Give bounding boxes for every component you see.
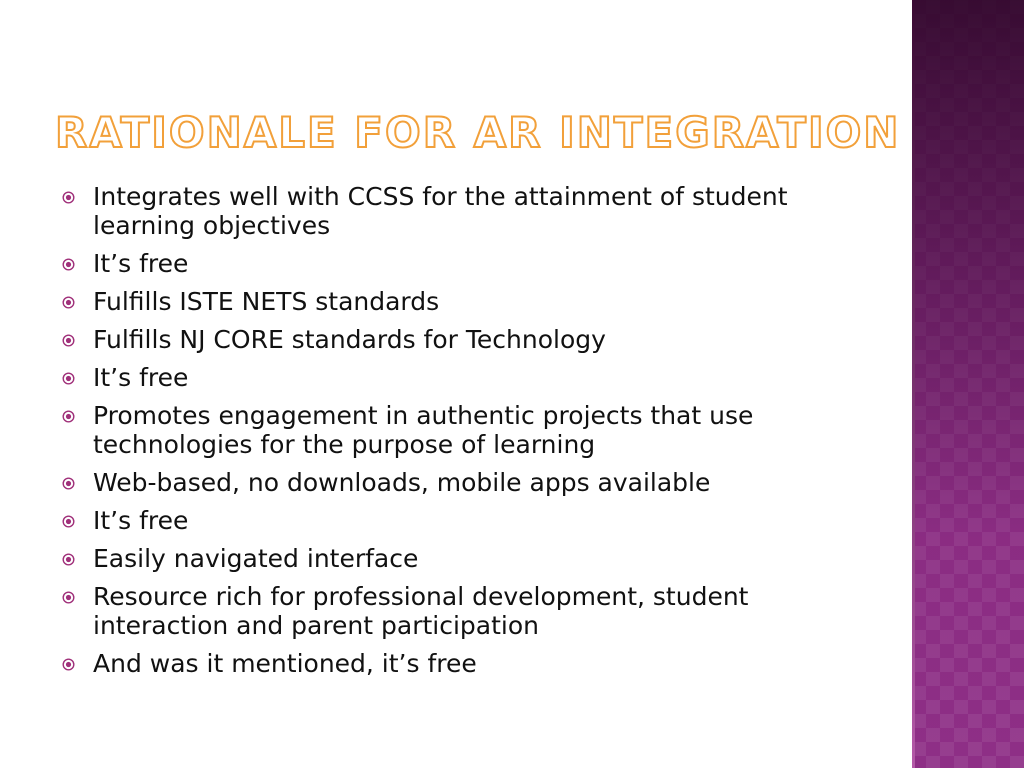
circled-dot-icon <box>62 477 75 490</box>
list-item <box>62 287 862 316</box>
bullet-text: It’s free <box>93 249 189 278</box>
bullet-text: And was it mentioned, it’s free <box>93 649 477 678</box>
circled-dot-icon <box>62 658 75 671</box>
slide-title: RATIONALE FOR AR INTEGRATION <box>55 108 901 157</box>
list-item <box>62 468 862 497</box>
circled-dot-icon <box>62 334 75 347</box>
circled-dot-icon <box>62 296 75 309</box>
bullet-text: Fulfills NJ CORE standards for Technology <box>93 325 606 354</box>
bullet-text: Fulfills ISTE NETS standards <box>93 287 440 316</box>
bullet-text: Resource rich for professional development, student interaction and parent participation <box>93 582 749 640</box>
bullet-text: Easily navigated interface <box>93 544 419 573</box>
bullet-text: It’s free <box>93 363 189 392</box>
list-item <box>62 582 862 640</box>
circled-dot-icon <box>62 553 75 566</box>
circled-dot-icon <box>62 372 75 385</box>
bullet-text: It’s free <box>93 506 189 535</box>
list-item <box>62 363 862 392</box>
list-item <box>62 249 862 278</box>
bullet-text: Integrates well with CCSS for the attainment of student learning objectives <box>93 182 788 240</box>
circled-dot-icon <box>62 258 75 271</box>
circled-dot-icon <box>62 515 75 528</box>
list-item <box>62 544 862 573</box>
list-item <box>62 182 862 240</box>
circled-dot-icon <box>62 410 75 423</box>
list-item <box>62 401 862 459</box>
bullet-text: Promotes engagement in authentic projects that use technologies for the purpose of learning <box>93 401 754 459</box>
list-item <box>62 325 862 354</box>
decorative-side-band <box>912 0 1024 768</box>
circled-dot-icon <box>62 191 75 204</box>
circled-dot-icon <box>62 591 75 604</box>
list-item <box>62 506 862 535</box>
list-item <box>62 649 862 678</box>
bullet-text: Web-based, no downloads, mobile apps available <box>93 468 711 497</box>
bullet-list <box>62 182 862 687</box>
